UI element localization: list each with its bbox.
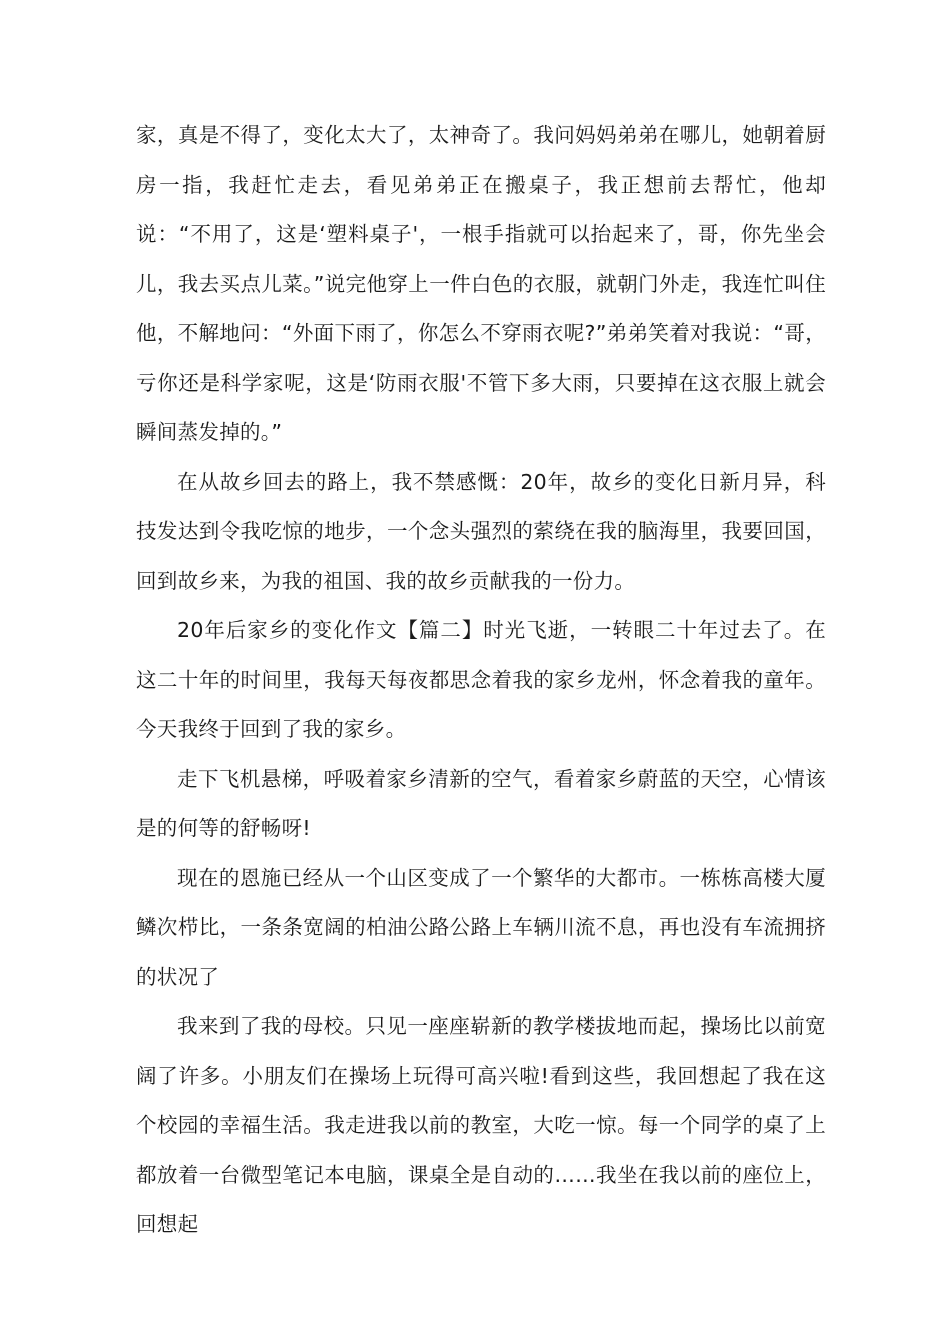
paragraph-6: 我来到了我的母校。只见一座座崭新的教学楼拔地而起，操场比以前宽阔了许多。小朋友们在操场上玩得可高兴啦!看到这些，我回想起了我在这个校园的幸福生活。我走进我以前的教室，大吃一惊。每一个同学的桌了上都放着一台微型笔记本电脑，课桌全是自动的……我坐在我以前的座位上，回想起 — [136, 1014, 826, 1236]
paragraph-4: 走下飞机悬梯，呼吸着家乡清新的空气，看着家乡蔚蓝的天空，心情该是的何等的舒畅呀! — [136, 766, 826, 840]
paragraph-3: 20年后家乡的变化作文【篇二】时光飞逝，一转眼二十年过去了。在这二十年的时间里，我每天每夜都思念着我的家乡龙州，怀念着我的童年。今天我终于回到了我的家乡。 — [136, 618, 826, 741]
paragraph-5: 现在的恩施已经从一个山区变成了一个繁华的大都市。一栋栋高楼大厦鳞次栉比，一条条宽阔的柏油公路公路上车辆川流不息，再也没有车流拥挤的状况了 — [136, 865, 826, 989]
document-body — [136, 111, 826, 1250]
paragraph-2: 在从故乡回去的路上，我不禁感慨：20年，故乡的变化日新月异，科技发达到令我吃惊的地步，一个念头强烈的萦绕在我的脑海里，我要回国，回到故乡来，为我的祖国、我的故乡贡献我的一份力。 — [136, 469, 826, 593]
paragraph-1: 家，真是不得了，变化太大了，太神奇了。我问妈妈弟弟在哪儿，她朝着厨房一指，我赶忙走去，看见弟弟正在搬桌子，我正想前去帮忙，他却说：“不用了，这是‘塑料桌子'，一根手指就可以抬起来了，哥，你先坐会儿，我去买点儿菜。”说完他穿上一件白色的衣服，就朝门外走，我连忙叫住他，不解地问：“外面下雨了，你怎么不穿雨衣呢?”弟弟笑着对我说：“哥，亏你还是科学家呢，这是‘防雨衣服'不管下多大雨，只要掉在这衣服上就会瞬间蒸发掉的。” — [136, 123, 826, 444]
